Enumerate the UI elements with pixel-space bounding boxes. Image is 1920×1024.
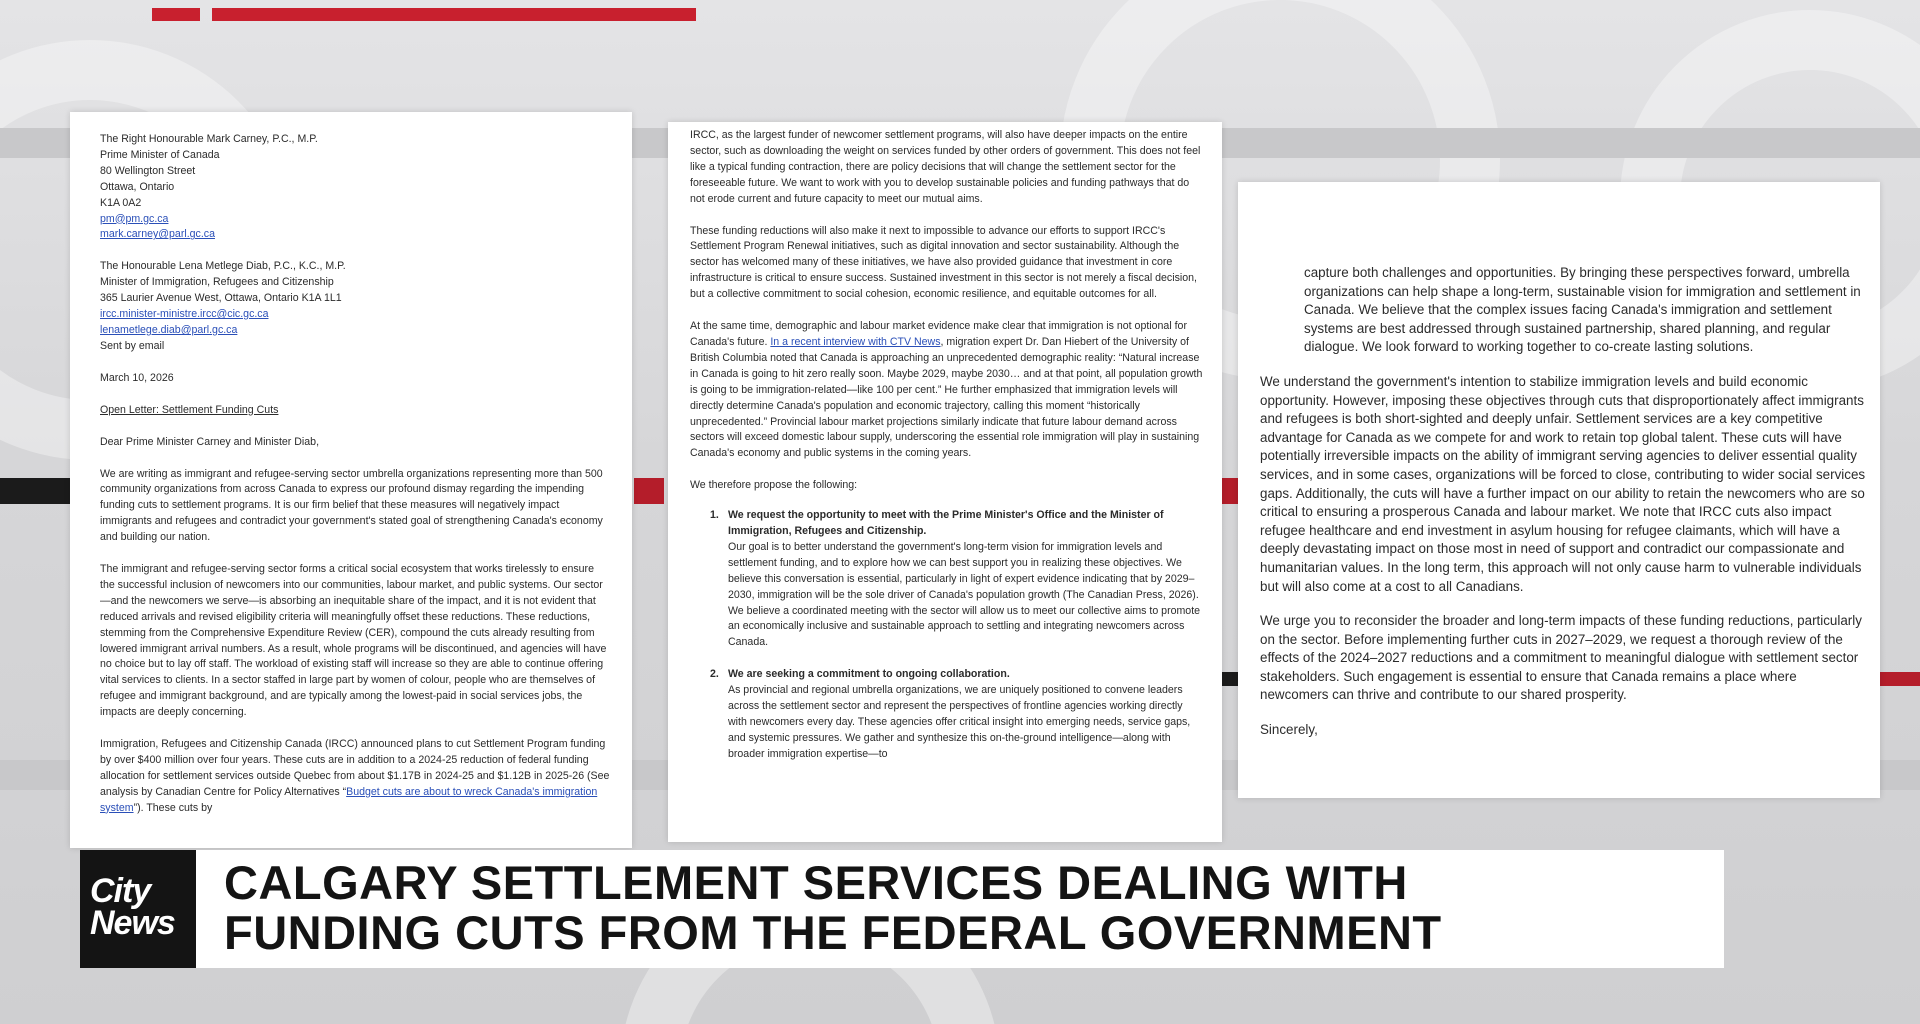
letter-closing: Sincerely, (1260, 722, 1318, 738)
letter-paragraph: IRCC, as the largest funder of newcomer settlement programs, will also have deeper impacts on the entire sector, such as downloading the weight on services funded by other orders of government. This does not feel like a typical funding contraction, there are policy decisions that will change the settlement sector for the foreseeable future. We want to work with you to develop sustainable policies and funding pathways that do not erode current and future capacity to meet our mutual aims. (690, 129, 1201, 205)
letter-paragraph: We urge you to reconsider the broader and long-term impacts of these funding reductions, particularly on the sector. Before implementing further cuts in 2027–2029, we request a thorough review of the effects of the 2024–2027 reductions and a commitment to meaningful dialogue with settlement sector stakeholders. Such engagement is essential to ensure that Canada remains a place where newcomers can thrive and contribute to our shared prosperity. (1260, 613, 1862, 703)
request-number: 2. (710, 668, 719, 681)
letter-page-2-content (690, 128, 1204, 763)
red-accent-bar (634, 478, 664, 504)
request-heading: We are seeking a commitment to ongoing collaboration. (728, 668, 1010, 681)
headline-line-1: CALGARY SETTLEMENT SERVICES DEALING WITH (224, 856, 1408, 909)
request-heading: We request the opportunity to meet with the Prime Minister's Office and the Minister of Immigration, Refugees and Citizenship. (728, 509, 1164, 538)
headline-line-2: FUNDING CUTS FROM THE FEDERAL GOVERNMENT (224, 906, 1442, 959)
request-number: 1. (710, 509, 719, 522)
address-line: Minister of Immigration, Refugees and Citizenship (100, 276, 334, 289)
top-red-bar (152, 8, 200, 21)
spacer (100, 355, 610, 371)
letter-paragraph: We are writing as immigrant and refugee-serving sector umbrella organizations representing more than 500 community organizations from across Canada to express our profound dismay regarding the impending funding cuts to settlement programs. It is our firm belief that these measures will negatively impact immigrants and refugees and contradict your government's stated goal of strengthening Canada's economy and building our nation. (100, 467, 603, 544)
letter-paragraph: We therefore propose the following: (690, 479, 858, 492)
red-accent-bar (1876, 672, 1920, 686)
letter-page-3 (1238, 182, 1880, 798)
request-body: Our goal is to better understand the government's long-term vision for immigration levels and settlement funding, and to explore how we can best support you in realizing these objectives. We believe this conversation is essential, particularly in light of expert evidence indicating that by 2029–2030, immigration will be the sole driver of Canada's population growth (The Canadian Press, 2026). We believe a coordinated meeting with the sector will allow us to meet our collective aims to promote an economically inclusive and sustainable approach to settling and integrating newcomers across Canada. (728, 540, 1201, 649)
letter-paragraph (100, 737, 610, 817)
email-link[interactable]: mark.carney@parl.gc.ca (100, 228, 215, 241)
address-line: 365 Laurier Avenue West, Ottawa, Ontario K1A 1L1 (100, 292, 342, 305)
request-item (690, 667, 1204, 762)
request-list (690, 508, 1204, 763)
article-link[interactable]: In a recent interview with CTV News (770, 335, 941, 348)
letter-subject: Open Letter: Settlement Funding Cuts (100, 403, 279, 416)
top-red-bar-long (212, 8, 696, 21)
letter-paragraph: These funding reductions will also make it next to impossible to advance our efforts to support IRCC's Settlement Program Renewal initiatives, such as digital innovation and sector sustainability. Although the sector has welcomed many of these initiatives, we have also provided guidance that investment in core infrastructure is critical to ensure success. Sustained investment in this sector is not merely a fiscal decision, but a collective commitment to social cohesion, economic resilience, and equitable outcomes for all. (690, 224, 1197, 301)
spacer (690, 462, 1204, 478)
letter-date: March 10, 2026 (100, 371, 174, 384)
dark-accent-bar (0, 478, 70, 504)
news-headline (224, 858, 1704, 958)
letter-page-2 (668, 122, 1222, 842)
spacer (690, 494, 1204, 508)
address-line: The Honourable Lena Metlege Diab, P.C., K.C., M.P. (100, 260, 346, 273)
letter-page-3-content (1260, 264, 1866, 740)
paragraph-text: , migration expert Dr. Dan Hiebert of the University of British Columbia noted that Canada is approaching an unprecedented demographic reality: “Natural increase in Canada is going to hit zero really soon. Maybe 2029, maybe 2030… and at that point, all population growth is going to be immigration-related—like 100 per cent.” He further emphasized that immigration levels will directly determine Canada's population and economic trajectory, calling this moment “historically unprecedented.” Provincial labour market projections similarly indicate that future labour demand across sectors will exceed domestic labour supply, underscoring the essential role immigration will play in sustaining Canada's economy and public systems in the coming years. (690, 335, 1203, 460)
email-link[interactable]: lenametlege.diab@parl.gc.ca (100, 323, 238, 336)
paragraph-text: At the same time, demographic and labour market evidence make clear that immigration is not optional for Canada's future. (690, 320, 1187, 348)
email-link[interactable]: ircc.minister-ministre.ircc@cic.gc.ca (100, 308, 269, 321)
request-item (690, 508, 1204, 651)
logo-text-news: News (90, 904, 175, 942)
letter-paragraph: capture both challenges and opportunities. By bringing these perspectives forward, umbrella organizations can help shape a long-term, sustainable vision for immigration and settlement in Canada. We believe that the complex issues facing Canada's immigration and settlement systems are best addressed through sustained partnership, shared planning, and regular dialogue. We look forward to working together to co-create lasting solutions. (1304, 265, 1861, 355)
logo-text-city: City (90, 872, 151, 910)
spacer (690, 303, 1204, 319)
request-body: As provincial and regional umbrella organizations, we are uniquely positioned to convene leaders across the settlement sector and represent the perspectives of frontline agencies working directly with newcomers every day. These agencies offer critical insight into emerging needs, service gaps, and systemic pressures. We gather and synthesize this on-the-ground intelligence—along with broader immigration expertise—to (728, 684, 1191, 760)
address-line: K1A 0A2 (100, 196, 142, 209)
spacer (690, 208, 1204, 224)
letter-paragraph: The immigrant and refugee-serving sector forms a critical social ecosystem that works tirelessly to ensure the successful inclusion of newcomers into our communities, labour market, and public systems. Our sector—and the newcomers we serve—is absorbing an inequitable share of the impact, and it is not evident that reduced arrivals and revised eligibility criteria will meaningfully offset these reductions. These reductions, stemming from the Comprehensive Expenditure Review (CER), compound the cuts already resulting from lowered immigrant arrival numbers. As a result, whole programs will be discontinued, and agencies will have no choice but to lay off staff. The workload of existing staff will increase so they are able to continue offering vital services to clients. In a sector staffed in large part by women of colour, people who are themselves of refugee and immigrant background, and are typically among the lowest-paid in social services jobs, the impacts are deeply concerning. (100, 563, 607, 719)
spacer (100, 387, 610, 403)
paragraph-text: ”). These cuts by (133, 801, 213, 814)
spacer (100, 419, 610, 435)
letter-paragraph (690, 319, 1204, 462)
spacer (1260, 596, 1866, 612)
letter-salutation: Dear Prime Minister Carney and Minister Diab, (100, 435, 320, 448)
spacer (1260, 357, 1866, 373)
citynews-logo (80, 850, 196, 968)
spacer (1260, 705, 1866, 721)
letter-paragraph: We understand the government's intention to stabilize immigration levels and build economic opportunity. However, imposing these objectives through cuts that disproportionately affect immigrants and refugees is both short-sighted and deeply unfair. Settlement services are a key competitive advantage for Canada as we compete for and work to retain top global talent. These cuts will have potentially irreversible impacts on the ability of immigrant serving agencies to deliver essential quality services, and in some cases, organizations will be forced to close, contributing to wider social services gaps. Additionally, the cuts will have a further impact on our ability to retain the newcomers who are so critical to ensuring a prosperous Canada and labour market. We note that IRCC cuts also impact refugee healthcare and end investment in asylum housing for refugee claimants, which will have a deeply devastating impact on those most in need of support and contradict our compassionate and humanitarian values. In the long term, this approach will not only cause harm to vulnerable individuals but will also come at a cost to all Canadians. (1260, 373, 1866, 594)
spacer (100, 243, 610, 259)
article-link[interactable]: Budget cuts are about to wreck Canada's immigration system (100, 785, 598, 814)
sent-by-note: Sent by email (100, 339, 165, 352)
email-link[interactable]: pm@pm.gc.ca (100, 212, 169, 225)
paragraph-text: Immigration, Refugees and Citizenship Canada (IRCC) announced plans to cut Settlement Program funding by over $400 million over four years. These cuts are in addition to a 2024-25 reduction of federal funding allocation for settlement services outside Quebec from about $1.17B in 2024-25 and $1.12B in 2025-26 (See analysis by Canadian Centre for Policy Alternatives “ (100, 738, 610, 798)
spacer (100, 721, 610, 737)
address-line: 80 Wellington Street (100, 164, 196, 177)
address-line: Ottawa, Ontario (100, 180, 175, 193)
address-line: Prime Minister of Canada (100, 148, 220, 161)
letter-page-1 (70, 112, 632, 848)
spacer (100, 546, 610, 562)
letter-page-1-content (100, 132, 610, 817)
spacer (100, 451, 610, 467)
address-line: The Right Honourable Mark Carney, P.C., M.P. (100, 133, 318, 145)
